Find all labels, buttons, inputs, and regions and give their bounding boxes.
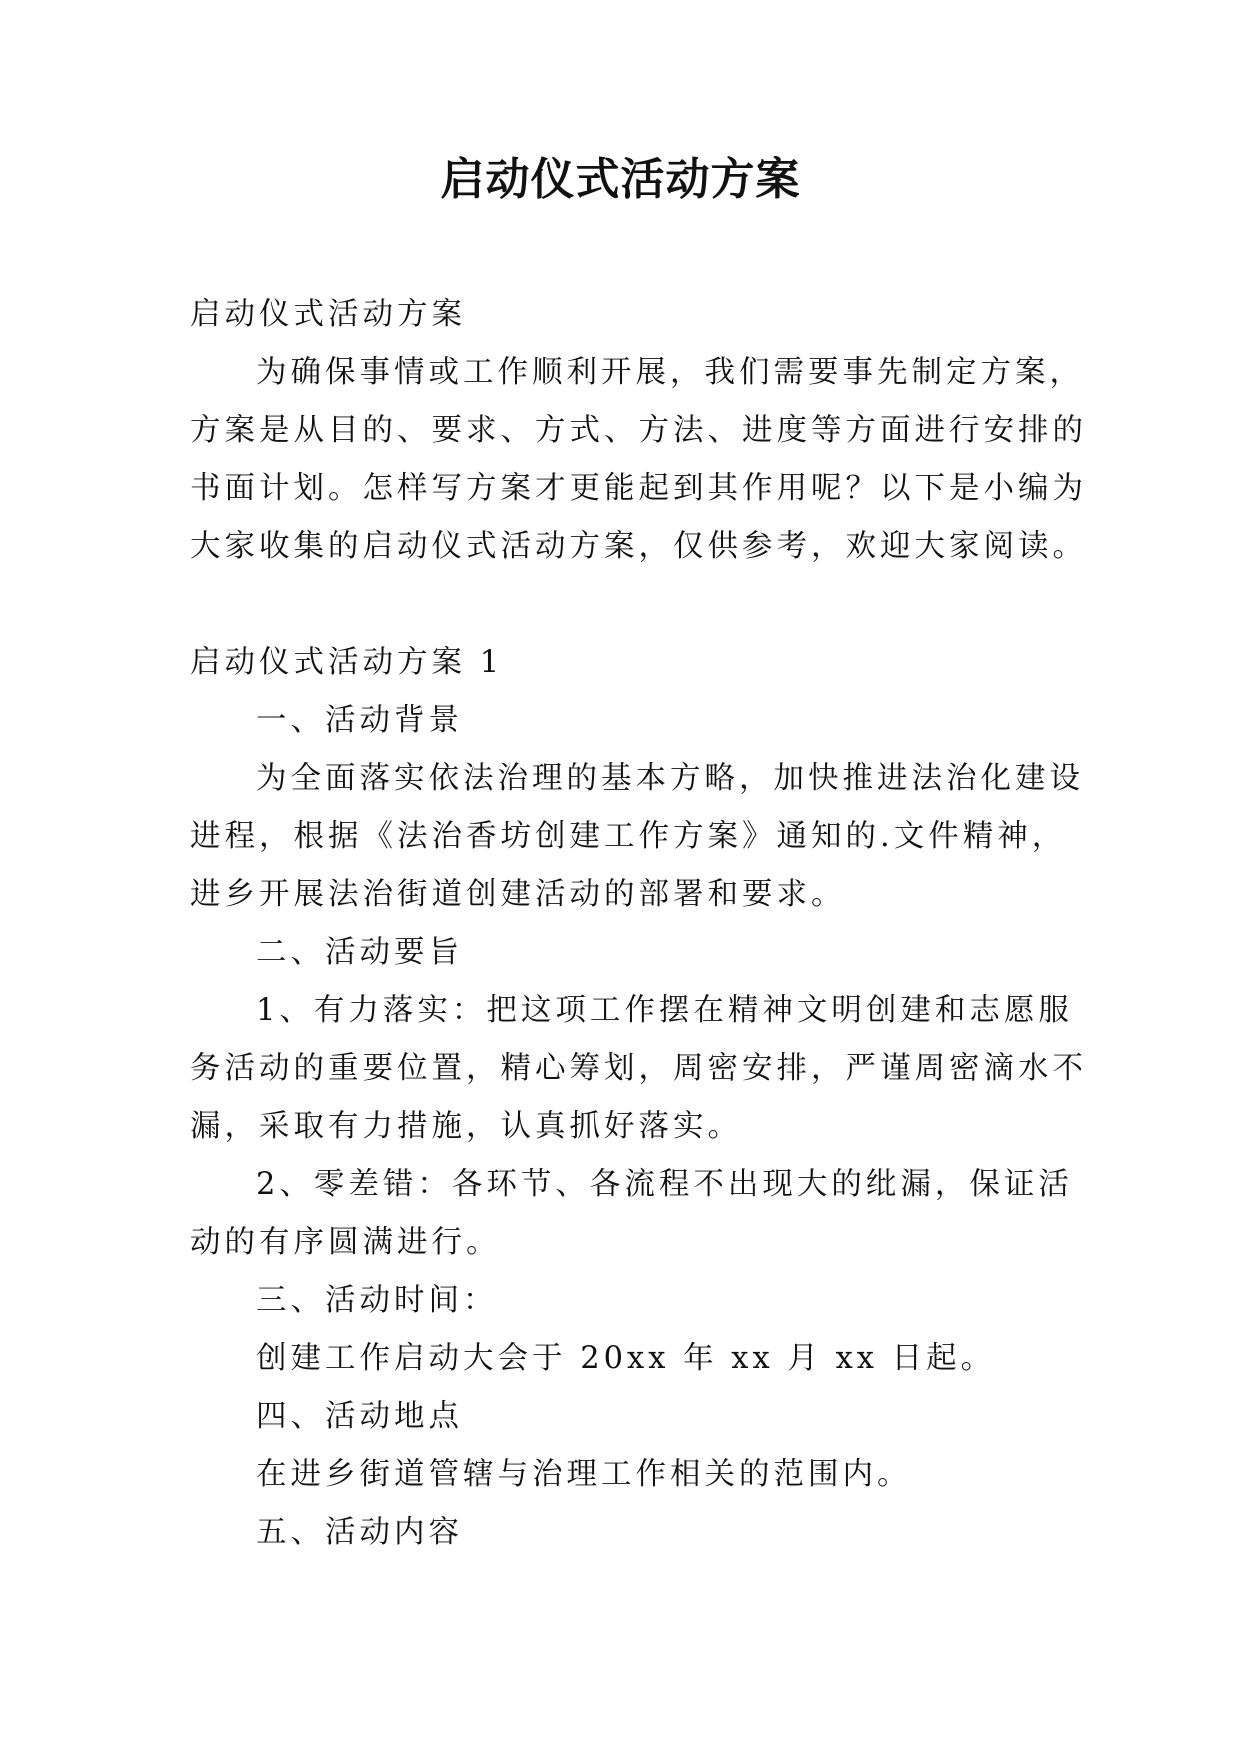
document-title: 启动仪式活动方案	[440, 154, 801, 205]
subsection-heading: 四、活动地点	[256, 1399, 463, 1434]
paragraph-line: 2、零差错：各环节、各流程不出现大的纰漏，保证活	[256, 1167, 1073, 1202]
paragraph-line: 务活动的重要位置，精心筹划，周密安排，严谨周密滴水不	[190, 1051, 1087, 1086]
subsection-heading: 五、活动内容	[256, 1515, 463, 1550]
paragraph-line: 为确保事情或工作顺利开展，我们需要事先制定方案，	[256, 355, 1084, 390]
paragraph-line: 1、有力落实：把这项工作摆在精神文明创建和志愿服	[256, 993, 1073, 1028]
subsection-heading: 三、活动时间：	[256, 1283, 498, 1318]
paragraph-line: 书面计划。怎样写方案才更能起到其作用呢？以下是小编为	[190, 471, 1087, 506]
section-heading: 启动仪式活动方案 1	[190, 645, 504, 680]
subsection-heading: 二、活动要旨	[256, 935, 463, 970]
paragraph-line: 动的有序圆满进行。	[190, 1225, 501, 1260]
subtitle-line: 启动仪式活动方案	[190, 297, 466, 332]
document-body	[190, 286, 1087, 1562]
paragraph-line: 方案是从目的、要求、方式、方法、进度等方面进行安排的	[190, 413, 1087, 448]
subsection-heading: 一、活动背景	[256, 703, 463, 738]
paragraph-line: 为全面落实依法治理的基本方略，加快推进法治化建设	[256, 761, 1084, 796]
paragraph-line: 漏，采取有力措施，认真抓好落实。	[190, 1109, 742, 1144]
paragraph-line: 大家收集的启动仪式活动方案，仅供参考，欢迎大家阅读。	[190, 529, 1087, 564]
paragraph-line: 进程，根据《法治香坊创建工作方案》通知的.文件精神，	[190, 819, 1067, 854]
paragraph-line: 在进乡街道管辖与治理工作相关的范围内。	[256, 1457, 912, 1492]
paragraph-line: 进乡开展法治街道创建活动的部署和要求。	[190, 877, 846, 912]
paragraph-line: 创建工作启动大会于 20xx 年 xx 月 xx 日起。	[256, 1341, 996, 1376]
blank-gap	[190, 576, 1080, 634]
